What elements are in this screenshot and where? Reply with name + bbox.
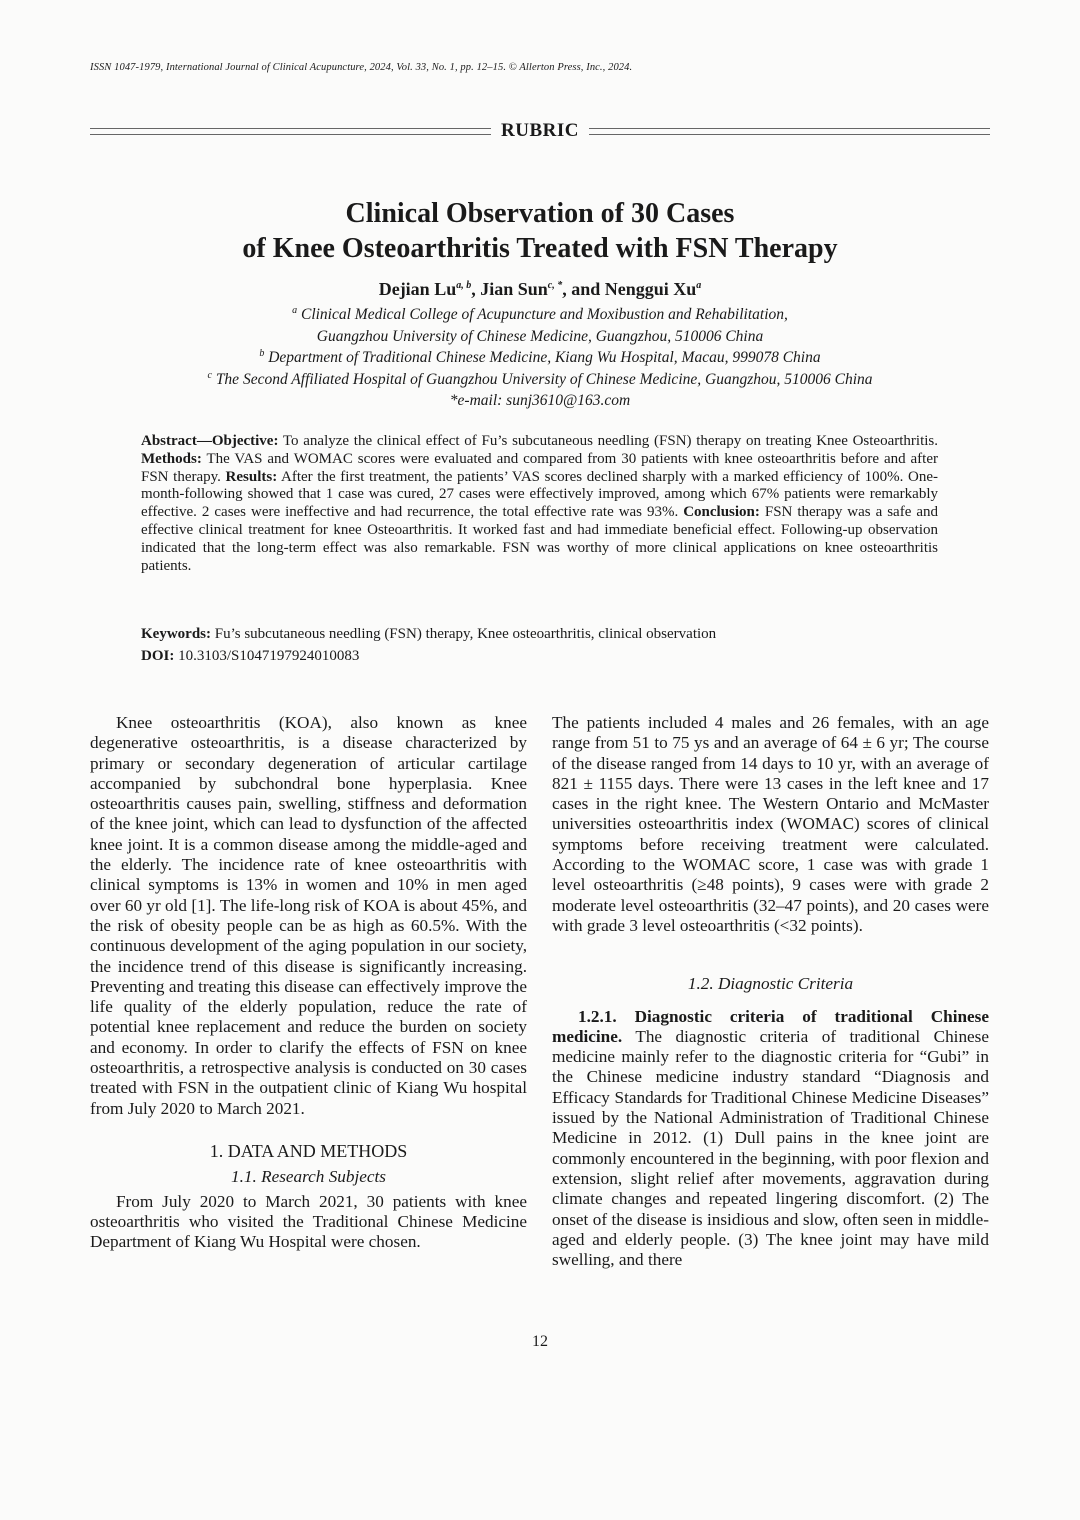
criteria-paragraph [552, 1007, 989, 1271]
keywords-label: Keywords: [141, 626, 211, 642]
affiliation-text: Clinical Medical College of Acupuncture and Moxibustion and Rehabilitation, [300, 306, 788, 323]
abstract-objective: To analyze the clinical effect of Fu’s subcutaneous needling (FSN) therapy on treating Knee Osteoarthritis. [278, 433, 938, 449]
results-label: Results: [225, 468, 278, 485]
title-line-1: Clinical Observation of 30 Cases [345, 198, 735, 229]
methods-label: Methods: [141, 450, 202, 467]
subsubsection-label: 1.2.1. Diagnostic criteria of traditional Chinese medicine. [552, 1006, 989, 1046]
journal-citation: ISSN 1047-1979, International Journal of Clinical Acupuncture, 2024, Vol. 33, No. 1, pp. 12–15. © Allerton Press, Inc., 2024. [90, 62, 633, 73]
doi-label: DOI: [141, 648, 175, 664]
abstract [141, 433, 938, 575]
affiliation-mark: c [207, 369, 212, 381]
affiliation-text: The Second Affiliated Hospital of Guangzhou University of Chinese Medicine, Guangzhou, 510006 China [215, 370, 873, 388]
author-separator: , [471, 279, 481, 299]
title-line-2: of Knee Osteoarthritis Treated with FSN Therapy [242, 233, 838, 264]
rubric-bar [90, 120, 990, 142]
patients-paragraph: The patients included 4 males and 26 females, with an age range from 51 to 75 ys and an average of 64 ± 6 yr; The course of the disease ranged from 14 days to 10 yr, with an average of 821 ± 1155 days. There were 13 cases in the left knee and 17 cases in the right knee. The Western Ontario and McMaster universities osteoarthritis index (WOMAC) scores of clinical symptoms before receiving treatment were calculated. According to the WOMAC score, 1 case was with grade 1 level osteoarthritis (≥48 points), 9 cases were with grade 2 moderate level osteoarthritis (32–47 points), and 20 cases were with grade 3 level osteoarthritis (<32 points). [552, 713, 989, 935]
abstract-conclusion: FSN therapy was a safe and effective clinical treatment for knee Osteoarthritis. It worked fast and had immediate beneficial effect. Following-up observation indicated that the long-term effect was also remarkable. FSN was worthy of more clinical applications on knee osteoarthritis patients. [141, 504, 938, 574]
intro-paragraph: Knee osteoarthritis (KOA), also known as knee degenerative osteoarthritis, is a disease characterized by primary or secondary degeneration of articular cartilage accompanied by subchondral bone hyperplasia. Knee osteoarthritis causes pain, swelling, stiffness and deformation of the knee joint, which can lead to dysfunction of the affected knee joint. It is a common disease among the middle-aged and the elderly. The incidence rate of knee osteoarthritis with clinical symptoms is 13% in women and 10% in men aged over 60 yr old [1]. The life-long risk of KOA is about 45%, and the risk of obesity people can be as high as 60.5%. With the continuous development of the aging population in our society, the incidence trend of this disease is significantly increasing. Preventing and treating this disease can effectively improve the life quality of the elderly population, reduce the rate of potential knee replacement and reduce the burden on society and economy. In order to clarify the effects of FSN on knee osteoarthritis, a retrospective analysis is conducted on 30 cases treated with FSN in the outpatient clinic of Kiang Wu hospital from July 2020 to March 2021. [90, 713, 527, 1118]
affiliation-a-cont: Guangzhou University of Chinese Medicine, Guangzhou, 510006 China [316, 327, 764, 345]
paper-title [90, 196, 990, 266]
author-superscript: a, b [456, 280, 472, 291]
author-name: Nenggui Xu [604, 279, 697, 299]
author-superscript: a [696, 280, 702, 291]
affiliation-c [90, 369, 990, 391]
doi-link[interactable]: 10.3103/S1047197924010083 [174, 648, 360, 664]
author-name: Jian Sun [480, 279, 548, 299]
keywords-block [141, 623, 938, 667]
affiliation-mark: b [259, 347, 265, 359]
subjects-paragraph: From July 2020 to March 2021, 30 patients with knee osteoarthritis who visited the Traditional Chinese Medicine Department of Kiang Wu Hospital were chosen. [90, 1191, 527, 1252]
body-column-left [90, 713, 527, 1252]
rubric-rule-right [589, 128, 990, 135]
affiliation-mark: a [292, 304, 298, 316]
author-separator: , and [562, 279, 605, 299]
keywords-text: Fu’s subcutaneous needling (FSN) therapy, Knee osteoarthritis, clinical observation [211, 626, 717, 642]
contact-email[interactable]: *e-mail: sunj3610@163.com [449, 392, 631, 409]
affiliation-b [90, 347, 990, 369]
abstract-methods: The VAS and WOMAC scores were evaluated and compared from 30 patients with knee osteoarthritis before and after FSN therapy. [141, 450, 938, 485]
author-name: Dejian Lu [378, 279, 457, 299]
body-column-right [552, 713, 989, 1270]
affiliations [90, 304, 990, 412]
keywords-line [141, 623, 938, 645]
abstract-results: After the first treatment, the patients’ VAS scores declined sharply with a marked efficiency of 100%. One-month-following showed that 1 case was cured, 27 cases were effectively improved, among which 67% patients were remarkably effective. 2 cases were ineffective and had recurrence, the total effective rate was 93%. [141, 468, 938, 521]
criteria-text: The diagnostic criteria of traditional Chinese medicine mainly refer to the diagnostic criteria for “Gubi” in the Chinese medicine industry standard “Diagnosis and Efficacy Standards for Traditional Chinese Medicine Diseases” issued by the National Administration of Traditional Chinese Medicine in 2012. (1) Dull pains in the knee joint are commonly encountered in the beginning, with poor flexion and extension, slight relief after movements, aggravation during climate changes and repeated lingering discomfort. (2) The onset of the disease is insidious and slow, often seen in middle-aged and elderly people. (3) The knee joint may have mild swelling, and there [552, 1026, 989, 1270]
author-list [90, 279, 990, 300]
rubric-rule-left [90, 128, 491, 135]
affiliation-text: Department of Traditional Chinese Medicine, Kiang Wu Hospital, Macau, 999078 China [268, 349, 821, 366]
conclusion-label: Conclusion: [683, 504, 760, 521]
author-superscript: c, * [547, 280, 563, 291]
page-number: 12 [532, 1333, 548, 1350]
abstract-label: Abstract—Objective: [141, 433, 279, 449]
rubric-label: RUBRIC [501, 120, 579, 141]
subsection-heading: 1.1. Research Subjects [231, 1167, 386, 1187]
affiliation-a [90, 304, 990, 326]
section-heading: 1. DATA AND METHODS [209, 1140, 408, 1161]
doi-line [141, 645, 938, 667]
subsection-heading: 1.2. Diagnostic Criteria [687, 974, 854, 994]
